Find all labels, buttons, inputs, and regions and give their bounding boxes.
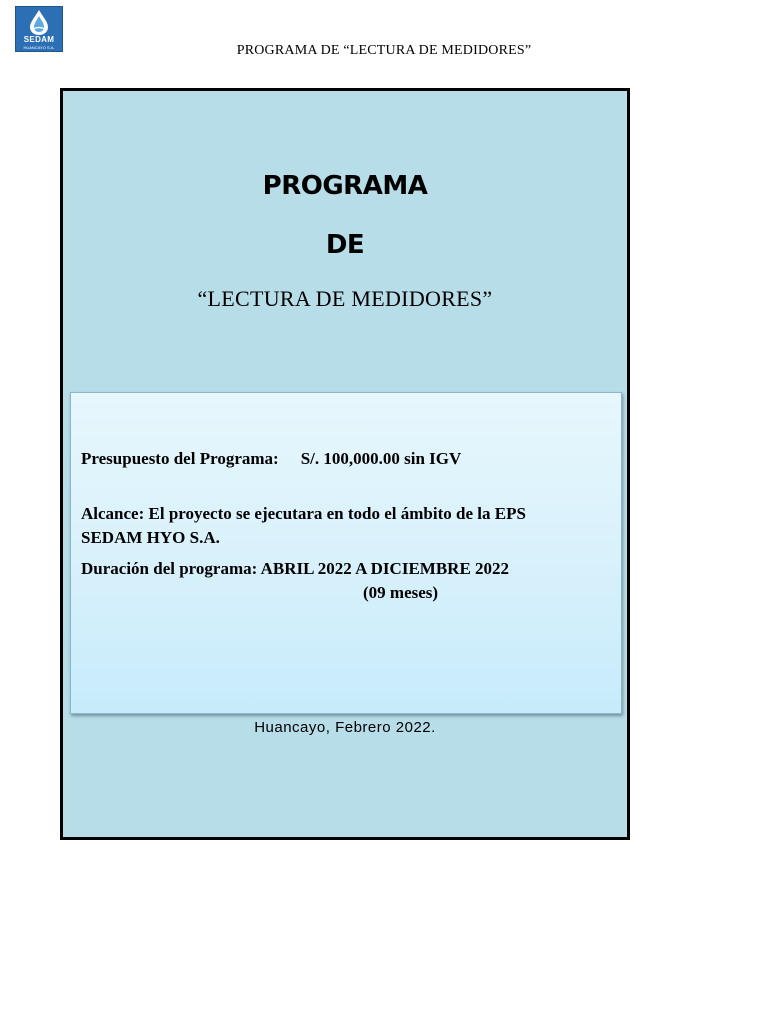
duration-line: Duración del programa: ABRIL 2022 A DICIEMBRE 2022	[81, 559, 510, 578]
scope-line-2: SEDAM HYO S.A.	[81, 528, 220, 547]
program-info-box	[70, 392, 622, 714]
budget-label: Presupuesto del Programa:	[81, 449, 279, 468]
budget-row	[81, 449, 461, 469]
cover-title-line2: DE	[325, 230, 365, 260]
logo-subtitle: HUANCAYO S.A.	[23, 45, 55, 50]
cover-frame	[60, 88, 630, 840]
duration-months: (09 meses)	[363, 583, 439, 602]
budget-value: S/. 100,000.00 sin IGV	[300, 449, 462, 468]
scope-line-1: Alcance: El proyecto se ejecutara en todo el ámbito de la EPS	[81, 504, 526, 523]
cover-subtitle: “LECTURA DE MEDIDORES”	[197, 286, 493, 311]
logo-name: SEDAM	[23, 35, 55, 44]
water-drop-icon	[16, 7, 62, 37]
place-date-line: Huancayo, Febrero 2022.	[254, 719, 436, 736]
cover-title-line1: PROGRAMA	[262, 171, 428, 201]
page-header-title: PROGRAMA DE “LECTURA DE MEDIDORES”	[236, 43, 532, 58]
